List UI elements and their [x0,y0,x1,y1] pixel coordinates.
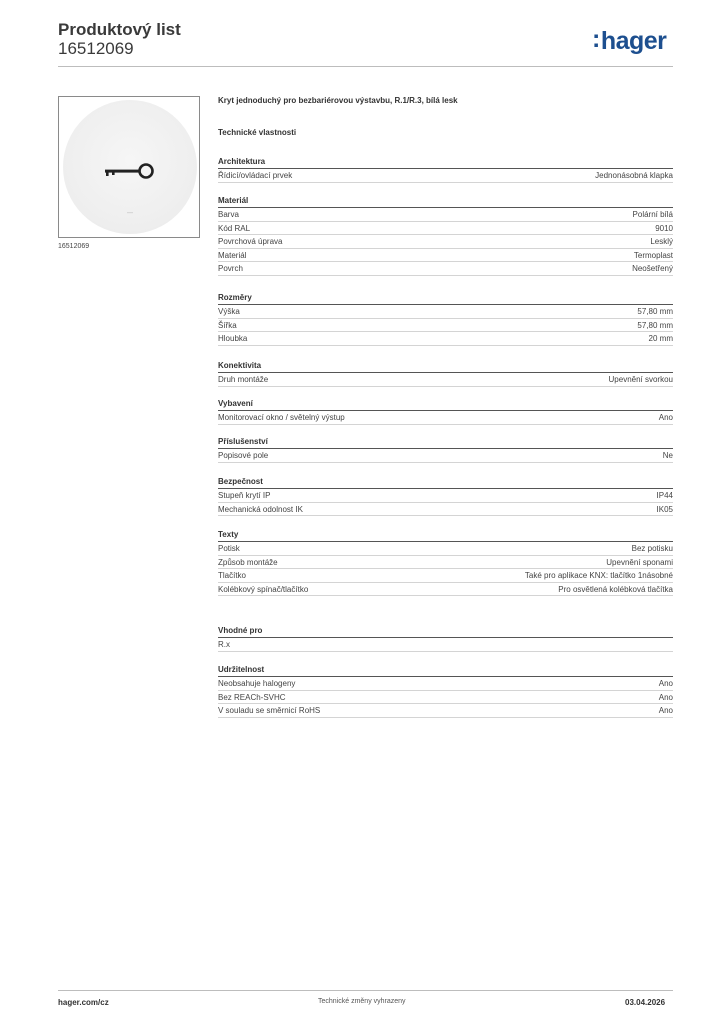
spec-label: Bez REACh-SVHC [218,692,286,702]
spec-label: Kolébkový spínač/tlačítko [218,584,309,594]
footer-date: 03.04.2026 [625,998,666,1007]
key-icon [59,97,201,239]
footer-website[interactable]: hager.com/cz [58,998,109,1007]
spec-row [218,503,673,517]
section-title: Architektura [218,157,266,166]
spec-section [218,626,673,652]
spec-value: Pro osvětlená kolébková tlačítka [558,584,673,594]
spec-value: 20 mm [648,334,673,343]
spec-value: Polární bílá [632,210,673,219]
spec-label: V souladu se směrnicí RoHS [218,706,321,715]
spec-value: IK05 [656,504,673,514]
spec-value: Jednonásobná klapka [595,171,673,180]
spec-value: Bez potisku [631,544,673,553]
spec-row [218,305,673,319]
spec-label: Materiál [218,250,247,260]
spec-row [218,208,673,222]
spec-label: Stupeň krytí IP [218,491,271,500]
spec-value: Ano [658,692,673,702]
product-number: 16512069 [58,39,134,58]
spec-label: Potisk [218,544,240,553]
spec-row [218,489,673,503]
spec-value: Ano [658,679,673,688]
spec-row [218,262,673,276]
spec-row [218,411,673,425]
spec-value: Ne [662,451,673,460]
spec-value: Ano [658,413,673,422]
product-description: Kryt jednoduchý pro bezbariérovou výstavbu, R.1/R.3, bílá lesk [218,96,458,105]
spec-section [218,399,673,425]
spec-value: Upevnění svorkou [608,375,673,384]
spec-row [218,373,673,387]
header-divider [58,66,673,67]
spec-section [218,196,673,276]
spec-value: Lesklý [650,237,673,246]
spec-label: Neobsahuje halogeny [218,679,296,688]
section-title: Materiál [218,196,249,205]
spec-row [218,319,673,333]
spec-row [218,556,673,570]
section-title: Bezpečnost [218,477,263,486]
spec-value: Také pro aplikace KNX: tlačítko 1násobné [524,571,673,580]
spec-row [218,691,673,705]
spec-label: Tlačítko [218,571,247,580]
spec-row [218,583,673,597]
spec-section [218,293,673,346]
spec-value: IP44 [656,491,673,500]
spec-section [218,530,673,596]
technical-properties-heading: Technické vlastnosti [218,128,297,137]
section-title: Vybavení [218,399,253,408]
section-title: Příslušenství [218,437,268,446]
spec-row [218,569,673,583]
hager-logo[interactable]: :hager [592,25,667,55]
spec-row [218,449,673,463]
section-title: Texty [218,530,239,539]
section-title: Udržitelnost [218,665,265,674]
page-title: Produktový list [58,20,181,39]
spec-label: Povrchová úprava [218,237,283,246]
spec-label: Kód RAL [218,223,251,233]
spec-row [218,704,673,718]
spec-section [218,437,673,463]
spec-label: Povrch [218,264,243,273]
product-image-caption: 16512069 [58,243,90,250]
spec-row [218,249,673,263]
spec-value: Ano [658,706,673,715]
spec-row [218,235,673,249]
spec-value: 57,80 mm [637,320,673,330]
section-title: Vhodné pro [218,626,263,635]
footer-divider [58,990,673,991]
spec-label: Mechanická odolnost IK [218,504,303,514]
product-image [58,96,200,238]
spec-section [218,665,673,718]
spec-label: Hloubka [218,334,248,343]
spec-label: Barva [218,210,239,219]
section-title: Rozměry [218,293,252,302]
spec-row [218,542,673,556]
spec-section [218,157,673,183]
spec-value: 57,80 mm [637,307,673,316]
spec-value: Neošetřený [632,264,673,273]
footer-note: Technické změny vyhrazeny [318,998,406,1005]
spec-value: 9010 [655,223,673,233]
spec-label: Způsob montáže [218,557,278,567]
spec-label: Druh montáže [218,375,269,384]
spec-row [218,677,673,691]
spec-row [218,222,673,236]
spec-section [218,477,673,516]
product-summary [218,96,673,142]
spec-value: Termoplast [633,250,673,260]
spec-section [218,361,673,387]
spec-label: Monitorovací okno / světelný výstup [218,413,345,422]
spec-row [218,332,673,346]
spec-row [218,638,673,652]
spec-label: R.x [218,640,230,649]
spec-row [218,169,673,183]
spec-label: Popisové pole [218,451,269,460]
section-title: Konektivita [218,361,262,370]
spec-label: Šířka [218,320,237,330]
spec-label: Výška [218,307,240,316]
spec-label: Řídicí/ovládací prvek [218,171,293,180]
spec-value: Upevnění sponami [606,557,673,567]
